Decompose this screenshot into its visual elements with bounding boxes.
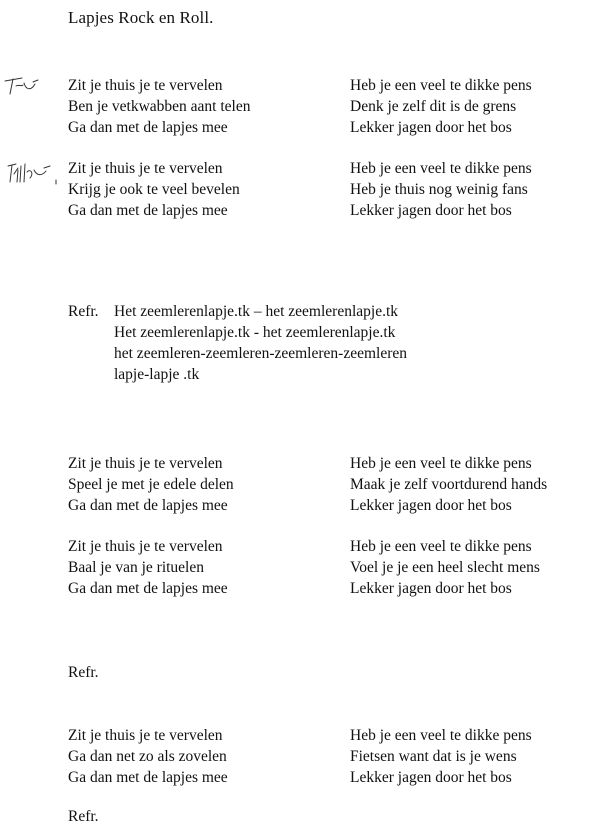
lyric-line: Heb je een veel te dikke pens	[350, 727, 532, 744]
lyric-line: Ga dan met de lapjes mee	[68, 769, 228, 786]
refrain	[68, 301, 588, 391]
refrain-line: Het zeemlerenlapje.tk - het zeemlerenlapje.tk	[114, 324, 396, 341]
lyric-line: Ga dan met de lapjes mee	[68, 119, 228, 136]
stanza-right-column	[350, 158, 595, 221]
lyric-line: Zit je thuis je te vervelen	[68, 160, 223, 177]
stanza-right-column	[350, 536, 595, 599]
lyric-line: Zit je thuis je te vervelen	[68, 77, 223, 94]
refrain-repeat: Refr.	[68, 664, 99, 681]
stanza-left-column	[68, 536, 338, 599]
lyric-line: Speel je met je edele delen	[68, 476, 234, 493]
lyric-line: Ben je vetkwabben aant telen	[68, 98, 251, 115]
refrain-line: Het zeemlerenlapje.tk – het zeemlerenlapje.tk	[114, 303, 399, 320]
lyric-line: Heb je een veel te dikke pens	[350, 538, 532, 555]
lyric-line: Zit je thuis je te vervelen	[68, 727, 223, 744]
refrain-repeat: Refr.	[68, 808, 99, 825]
lyric-line: Zit je thuis je te vervelen	[68, 455, 223, 472]
lyric-line: Heb je een veel te dikke pens	[350, 160, 532, 177]
lyric-line: Heb je thuis nog weinig fans	[350, 181, 528, 198]
lyric-line: Lekker jagen door het bos	[350, 769, 512, 786]
lyric-line: Ga dan net zo als zovelen	[68, 748, 227, 765]
refrain-lines	[114, 301, 407, 385]
lyric-line: Zit je thuis je te vervelen	[68, 538, 223, 555]
lyric-line: Krijg je ook te veel bevelen	[68, 181, 240, 198]
stanza-left-column	[68, 158, 338, 221]
stanza-right-column	[350, 725, 595, 788]
stanza-left-column	[68, 75, 338, 138]
refrain-label: Refr.	[68, 303, 99, 320]
lyric-line: Voel je je een heel slecht mens	[350, 559, 540, 576]
stanza-right-column	[350, 453, 595, 516]
lyric-line: Heb je een veel te dikke pens	[350, 455, 532, 472]
handwritten-margin-note	[2, 72, 42, 98]
lyric-line: Lekker jagen door het bos	[350, 119, 512, 136]
lyric-line: Denk je zelf dit is de grens	[350, 98, 517, 115]
stanza-left-column	[68, 453, 338, 516]
lyric-line: Ga dan met de lapjes mee	[68, 580, 228, 597]
lyric-line: Heb je een veel te dikke pens	[350, 77, 532, 94]
handwritten-margin-note	[4, 158, 62, 188]
lyric-line: Baal je van je rituelen	[68, 559, 204, 576]
refrain-line: lapje-lapje .tk	[114, 366, 200, 383]
song-title: Lapjes Rock en Roll.	[68, 8, 214, 27]
lyric-line: Maak je zelf voortdurend hands	[350, 476, 548, 493]
lyric-line: Lekker jagen door het bos	[350, 497, 512, 514]
lyric-line: Lekker jagen door het bos	[350, 202, 512, 219]
stanza-right-column	[350, 75, 595, 138]
stanza-left-column	[68, 725, 338, 788]
lyric-line: Fietsen want dat is je wens	[350, 748, 517, 765]
lyric-line: Ga dan met de lapjes mee	[68, 497, 228, 514]
lyric-line: Ga dan met de lapjes mee	[68, 202, 228, 219]
lyric-line: Lekker jagen door het bos	[350, 580, 512, 597]
refrain-line: het zeemleren-zeemleren-zeemleren-zeemleren	[114, 345, 407, 362]
